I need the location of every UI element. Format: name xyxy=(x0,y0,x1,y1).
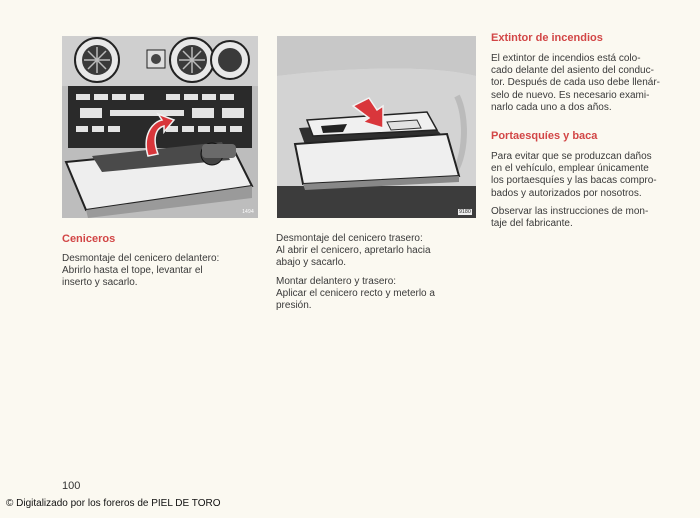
front-ashtray-drawing xyxy=(62,36,258,218)
portaesquies-heading: Portaesquíes y baca xyxy=(491,130,598,142)
rear-ashtray-drawing xyxy=(277,36,476,218)
manufacturer-instructions-paragraph: Observar las instrucciones de mon- taje del fabricante. xyxy=(491,206,649,230)
figure-number: 1494 xyxy=(242,209,254,215)
page-number: 100 xyxy=(62,480,81,492)
extintor-heading: Extintor de incendios xyxy=(491,32,603,44)
ceniceros-heading: Ceniceros xyxy=(62,233,116,245)
rear-ashtray-removal-instructions: Desmontaje del cenicero trasero: Al abrir el cenicero, apretarlo hacia abajo y sacarlo. xyxy=(276,233,431,269)
rear-ashtray-illustration xyxy=(277,36,476,218)
copyright-notice: © Digitalizado por los foreros de PIEL DE TORO xyxy=(6,498,221,509)
figure-number: 9180 xyxy=(459,209,471,215)
ashtray-mounting-instructions: Montar delantero y trasero: Aplicar el cenicero recto y meterlo a presión. xyxy=(276,276,435,312)
extintor-paragraph: El extintor de incendios está colo- cado delante del asiento del conduc- tor. Después de cada uso debe llenár- selo de nuevo. Es necesario exami- narlo cada uno a dos años. xyxy=(491,53,660,113)
front-ashtray-instructions: Desmontaje del cenicero delantero: Abrirlo hasta el tope, levantar el inserto y sacarlo. xyxy=(62,253,220,289)
front-ashtray-illustration xyxy=(62,36,258,218)
portaesquies-paragraph: Para evitar que se produzcan daños en el vehículo, emplear únicamente los portaesquíes y las bacas compro- bados y autorizados por nosotros. xyxy=(491,151,657,199)
